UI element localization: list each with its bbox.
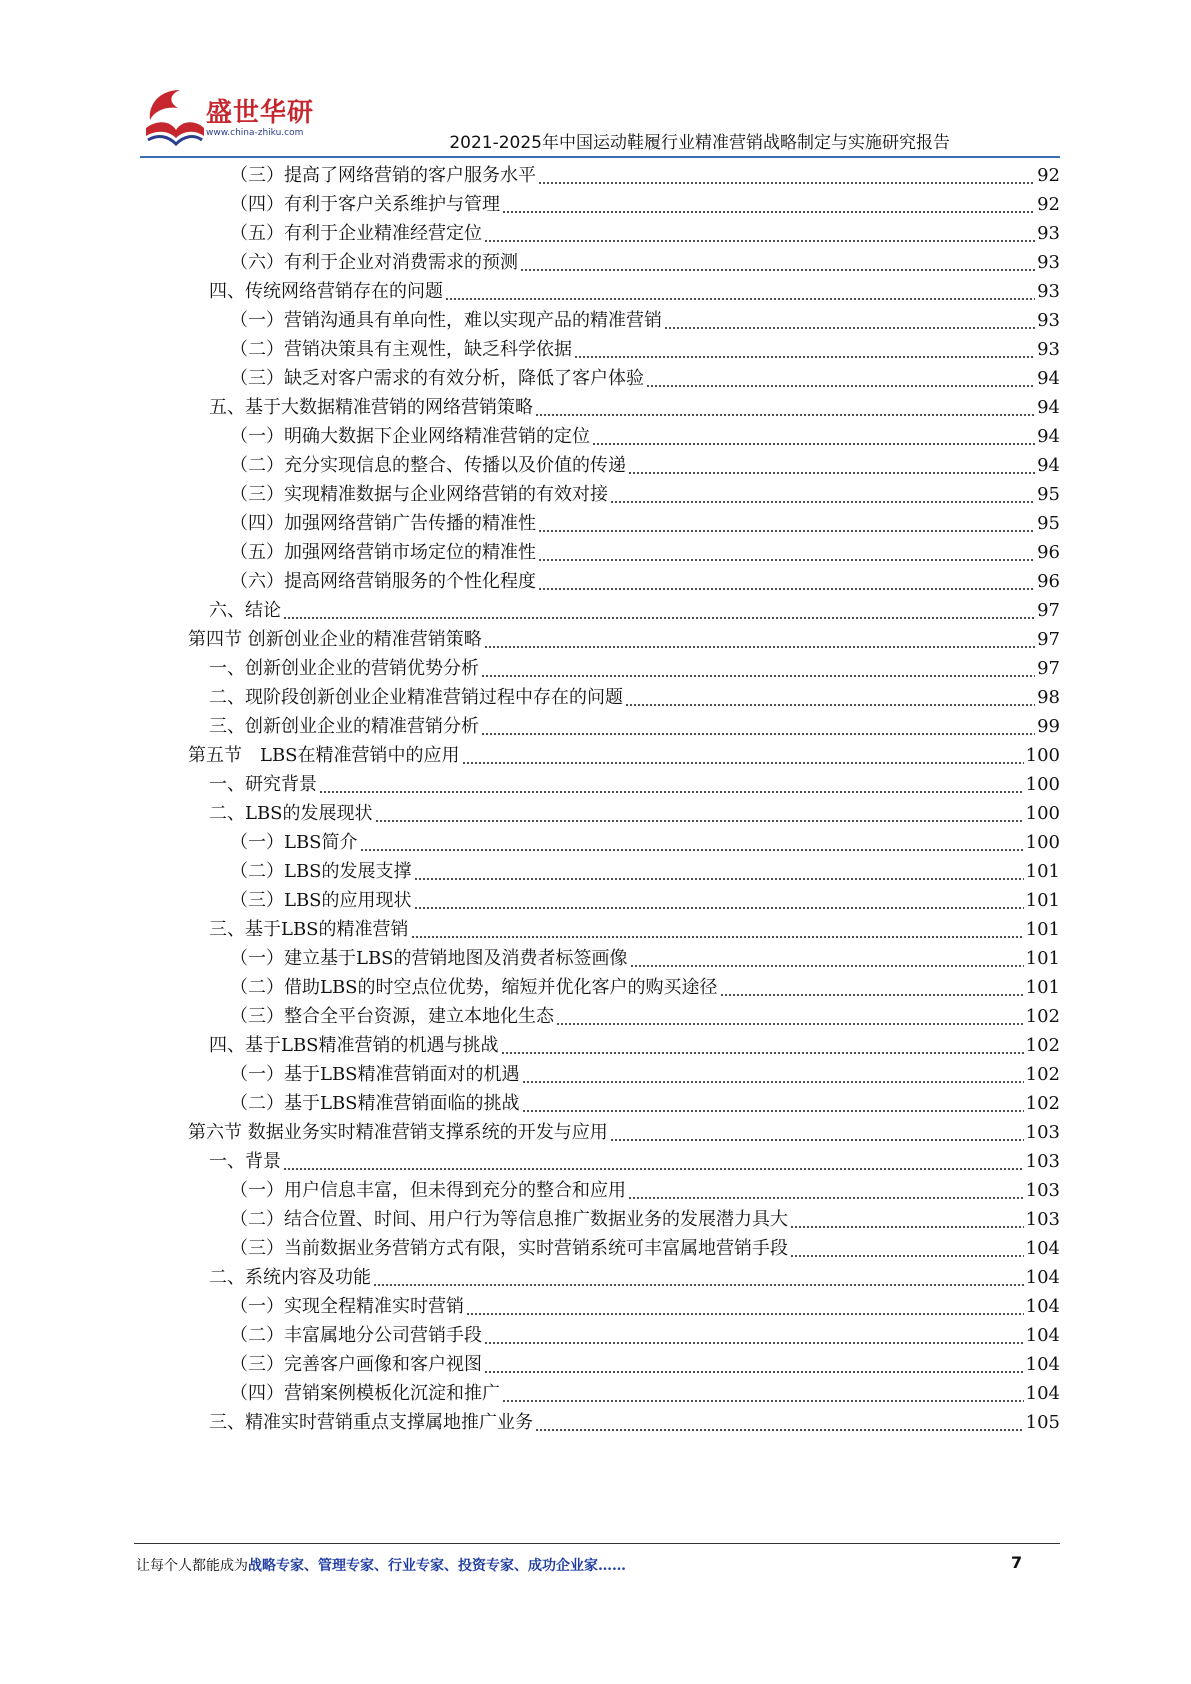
toc-entry-label: （二）充分实现信息的整合、传播以及价值的传递	[230, 455, 626, 476]
toc-entry-page: 104	[1025, 1267, 1060, 1288]
toc-entry-page: 93	[1037, 252, 1060, 273]
toc-entry-page: 97	[1037, 629, 1060, 650]
toc-entry[interactable]	[230, 247, 1060, 278]
toc-entry-page: 100	[1025, 745, 1060, 766]
toc-entry-page: 102	[1025, 1093, 1060, 1114]
toc-entry-page: 103	[1025, 1151, 1060, 1172]
toc-entry-page: 95	[1037, 513, 1060, 534]
page-number: 7	[1011, 1553, 1023, 1572]
toc-entry[interactable]	[230, 1059, 1060, 1090]
toc-entry-label: （二）结合位置、时间、用户行为等信息推广数据业务的发展潜力具大	[230, 1209, 788, 1230]
toc-entry-label: 一、创新创业企业的营销优势分析	[209, 658, 479, 679]
toc-entry-page: 95	[1037, 484, 1060, 505]
toc-entry-label: （一）明确大数据下企业网络精准营销的定位	[230, 426, 590, 447]
toc-entry-label: （二）营销决策具有主观性，缺乏科学依据	[230, 339, 572, 360]
toc-entry-page: 101	[1025, 861, 1060, 882]
toc-entry[interactable]	[209, 711, 1060, 742]
toc-entry-page: 103	[1025, 1180, 1060, 1201]
logo-emblem-icon	[140, 84, 210, 154]
toc-entry-page: 100	[1025, 803, 1060, 824]
toc-entry[interactable]	[230, 885, 1060, 916]
toc-entry-page: 103	[1025, 1209, 1060, 1230]
toc-entry-page: 100	[1025, 832, 1060, 853]
toc-dot-leader	[790, 1233, 1024, 1264]
toc-entry[interactable]	[209, 769, 1060, 800]
toc-entry-page: 104	[1025, 1238, 1060, 1259]
toc-entry[interactable]	[209, 1030, 1060, 1061]
toc-entry-label: （一）LBS简介	[230, 832, 358, 853]
toc-entry-page: 101	[1025, 890, 1060, 911]
toc-entry[interactable]	[209, 914, 1060, 945]
toc-entry-page: 104	[1025, 1354, 1060, 1375]
toc-entry-label: （四）有利于客户关系维护与管理	[230, 194, 500, 215]
toc-entry-page: 93	[1037, 223, 1060, 244]
toc-entry-label: （二）基于LBS精准营销面临的挑战	[230, 1093, 520, 1114]
toc-dot-leader	[484, 218, 1035, 249]
toc-entry-page: 93	[1037, 281, 1060, 302]
toc-entry[interactable]	[230, 1349, 1060, 1380]
toc-entry[interactable]	[230, 189, 1060, 220]
toc-entry-page: 97	[1037, 600, 1060, 621]
toc-entry-label: （五）加强网络营销市场定位的精准性	[230, 542, 536, 563]
toc-entry-page: 102	[1025, 1064, 1060, 1085]
toc-dot-leader	[630, 943, 1024, 974]
toc-entry-label: 五、基于大数据精准营销的网络营销策略	[209, 397, 533, 418]
toc-entry-label: （五）有利于企业精准经营定位	[230, 223, 482, 244]
toc-entry-page: 104	[1025, 1383, 1060, 1404]
toc-dot-leader	[502, 189, 1035, 220]
toc-entry[interactable]	[230, 1378, 1060, 1409]
toc-entry-label: 第四节 创新创业企业的精准营销策略	[188, 629, 482, 650]
toc-entry-label: （二）丰富属地分公司营销手段	[230, 1325, 482, 1346]
toc-entry[interactable]	[209, 1407, 1060, 1438]
toc-dot-leader	[664, 305, 1035, 336]
toc-entry[interactable]	[230, 1233, 1060, 1264]
toc-entry-page: 92	[1037, 165, 1060, 186]
toc-entry-page: 103	[1025, 1122, 1060, 1143]
toc-entry-label: （二）借助LBS的时空点位优势，缩短并优化客户的购买途径	[230, 977, 718, 998]
logo-url: www.china-zhiku.com	[206, 128, 304, 138]
toc-entry[interactable]	[230, 856, 1060, 887]
toc-dot-leader	[592, 421, 1035, 452]
toc-dot-leader	[574, 334, 1035, 365]
toc-entry-label: （六）有利于企业对消费需求的预测	[230, 252, 518, 273]
toc-entry-page: 96	[1037, 571, 1060, 592]
toc-dot-leader	[538, 566, 1035, 597]
toc-dot-leader	[283, 1146, 1024, 1177]
toc-entry-label: 第六节 数据业务实时精准营销支撑系统的开发与应用	[188, 1122, 608, 1143]
toc-entry[interactable]	[209, 1262, 1060, 1293]
toc-entry-label: 三、创新创业企业的精准营销分析	[209, 716, 479, 737]
toc-dot-leader	[481, 653, 1035, 684]
toc-dot-leader	[535, 392, 1035, 423]
toc-dot-leader	[610, 479, 1035, 510]
footer-slogan-highlight: 战略专家、管理专家、行业专家、投资专家、成功企业家……	[248, 1558, 626, 1574]
toc-entry-label: （六）提高网络营销服务的个性化程度	[230, 571, 536, 592]
toc-entry[interactable]	[209, 653, 1060, 684]
toc-entry[interactable]	[230, 943, 1060, 974]
report-title: 2021-2025年中国运动鞋履行业精准营销战略制定与实施研究报告	[449, 133, 950, 153]
toc-dot-leader	[538, 508, 1035, 539]
toc-entry[interactable]	[230, 421, 1060, 452]
toc-dot-leader	[481, 711, 1035, 742]
toc-entry-page: 101	[1025, 948, 1060, 969]
toc-dot-leader	[466, 1291, 1024, 1322]
toc-entry-label: （一）基于LBS精准营销面对的机遇	[230, 1064, 520, 1085]
toc-entry[interactable]	[209, 1146, 1060, 1177]
toc-dot-leader	[502, 1378, 1024, 1409]
toc-entry[interactable]	[230, 305, 1060, 336]
toc-dot-leader	[520, 247, 1035, 278]
toc-entry[interactable]	[188, 740, 1060, 771]
toc-dot-leader	[538, 537, 1035, 568]
toc-dot-leader	[501, 1030, 1024, 1061]
toc-dot-leader	[522, 1059, 1024, 1090]
toc-dot-leader	[720, 972, 1024, 1003]
toc-entry[interactable]	[230, 508, 1060, 539]
toc-entry-page: 97	[1037, 658, 1060, 679]
toc-dot-leader	[373, 1262, 1024, 1293]
toc-entry-label: （一）营销沟通具有单向性，难以实现产品的精准营销	[230, 310, 662, 331]
toc-dot-leader	[535, 1407, 1024, 1438]
toc-entry-label: 二、LBS的发展现状	[209, 803, 373, 824]
toc-entry[interactable]	[188, 1117, 1060, 1148]
toc-entry[interactable]	[230, 363, 1060, 394]
toc-entry-page: 100	[1025, 774, 1060, 795]
toc-entry[interactable]	[230, 1204, 1060, 1235]
toc-entry[interactable]	[230, 827, 1060, 858]
toc-entry-label: （一）实现全程精准实时营销	[230, 1296, 464, 1317]
toc-entry-page: 102	[1025, 1035, 1060, 1056]
toc-entry[interactable]	[230, 1175, 1060, 1206]
footer-slogan-lead: 让每个人都能成为	[136, 1558, 248, 1574]
toc-dot-leader	[538, 160, 1035, 191]
toc-entry[interactable]	[230, 450, 1060, 481]
toc-entry-page: 94	[1037, 397, 1060, 418]
toc-entry-label: （二）LBS的发展支撑	[230, 861, 412, 882]
header-divider	[140, 156, 1060, 158]
toc-entry-label: 二、现阶段创新创业企业精准营销过程中存在的问题	[209, 687, 623, 708]
toc-dot-leader	[522, 1088, 1024, 1119]
toc-dot-leader	[462, 740, 1024, 771]
toc-entry-label: 第五节 LBS在精准营销中的应用	[188, 745, 460, 766]
footer-slogan	[136, 1555, 626, 1575]
toc-entry-label: （一）用户信息丰富，但未得到充分的整合和应用	[230, 1180, 626, 1201]
toc-entry[interactable]	[209, 798, 1060, 829]
toc-dot-leader	[484, 1349, 1024, 1380]
toc-entry-page: 94	[1037, 368, 1060, 389]
toc-entry-label: 一、研究背景	[209, 774, 317, 795]
toc-entry-page: 104	[1025, 1325, 1060, 1346]
toc-entry-label: （三）缺乏对客户需求的有效分析，降低了客户体验	[230, 368, 644, 389]
toc-entry[interactable]	[230, 479, 1060, 510]
toc-entry[interactable]	[230, 218, 1060, 249]
toc-entry-page: 102	[1025, 1006, 1060, 1027]
toc-entry-label: （一）建立基于LBS的营销地图及消费者标签画像	[230, 948, 628, 969]
toc-entry[interactable]	[230, 1088, 1060, 1119]
toc-entry-page: 94	[1037, 455, 1060, 476]
toc-entry[interactable]	[230, 1320, 1060, 1351]
toc-dot-leader	[484, 1320, 1024, 1351]
toc-entry-page: 98	[1037, 687, 1060, 708]
toc-dot-leader	[319, 769, 1024, 800]
toc-entry-page: 104	[1025, 1296, 1060, 1317]
toc-dot-leader	[484, 624, 1035, 655]
toc-entry-label: （四）营销案例模板化沉淀和推广	[230, 1383, 500, 1404]
toc-entry[interactable]	[209, 682, 1060, 713]
toc-entry[interactable]	[230, 334, 1060, 365]
toc-entry[interactable]	[188, 624, 1060, 655]
toc-dot-leader	[610, 1117, 1024, 1148]
toc-entry-page: 105	[1025, 1412, 1060, 1433]
toc-entry-label: 四、基于LBS精准营销的机遇与挑战	[209, 1035, 499, 1056]
toc-entry-label: 六、结论	[209, 600, 281, 621]
toc-dot-leader	[790, 1204, 1024, 1235]
toc-dot-leader	[414, 856, 1024, 887]
toc-dot-leader	[411, 914, 1024, 945]
toc-entry[interactable]	[230, 566, 1060, 597]
toc-dot-leader	[556, 1001, 1024, 1032]
toc-dot-leader	[375, 798, 1024, 829]
toc-entry[interactable]	[209, 595, 1060, 626]
toc-entry[interactable]	[230, 972, 1060, 1003]
toc-entry-page: 96	[1037, 542, 1060, 563]
toc-dot-leader	[646, 363, 1035, 394]
toc-entry-label: （四）加强网络营销广告传播的精准性	[230, 513, 536, 534]
toc-entry-label: （三）提高了网络营销的客户服务水平	[230, 165, 536, 186]
toc-entry-label: 一、背景	[209, 1151, 281, 1172]
toc-dot-leader	[628, 1175, 1024, 1206]
toc-entry[interactable]	[230, 160, 1060, 191]
toc-entry-page: 92	[1037, 194, 1060, 215]
toc-entry-page: 101	[1025, 919, 1060, 940]
toc-dot-leader	[628, 450, 1035, 481]
toc-entry-label: （三）LBS的应用现状	[230, 890, 412, 911]
toc-entry[interactable]	[230, 1001, 1060, 1032]
toc-entry-label: （三）当前数据业务营销方式有限，实时营销系统可丰富属地营销手段	[230, 1238, 788, 1259]
toc-entry-page: 93	[1037, 339, 1060, 360]
toc-entry[interactable]	[209, 276, 1060, 307]
toc-dot-leader	[414, 885, 1024, 916]
toc-entry-label: （三）完善客户画像和客户视图	[230, 1354, 482, 1375]
toc-entry-label: 三、精准实时营销重点支撑属地推广业务	[209, 1412, 533, 1433]
toc-entry-label: 三、基于LBS的精准营销	[209, 919, 409, 940]
toc-entry-page: 93	[1037, 310, 1060, 331]
toc-entry-label: （三）整合全平台资源，建立本地化生态	[230, 1006, 554, 1027]
logo-name: 盛世华研	[206, 98, 315, 128]
toc-dot-leader	[625, 682, 1035, 713]
toc-entry-label: 二、系统内容及功能	[209, 1267, 371, 1288]
toc-entry-page: 99	[1037, 716, 1060, 737]
toc-dot-leader	[283, 595, 1035, 626]
toc-entry-label: 四、传统网络营销存在的问题	[209, 281, 443, 302]
toc-entry[interactable]	[230, 1291, 1060, 1322]
toc-entry[interactable]	[209, 392, 1060, 423]
toc-dot-leader	[445, 276, 1035, 307]
company-logo	[140, 84, 330, 154]
toc-entry-page: 101	[1025, 977, 1060, 998]
footer-divider	[134, 1543, 1060, 1544]
toc-dot-leader	[360, 827, 1024, 858]
toc-entry[interactable]	[230, 537, 1060, 568]
toc-entry-page: 94	[1037, 426, 1060, 447]
toc-entry-label: （三）实现精准数据与企业网络营销的有效对接	[230, 484, 608, 505]
